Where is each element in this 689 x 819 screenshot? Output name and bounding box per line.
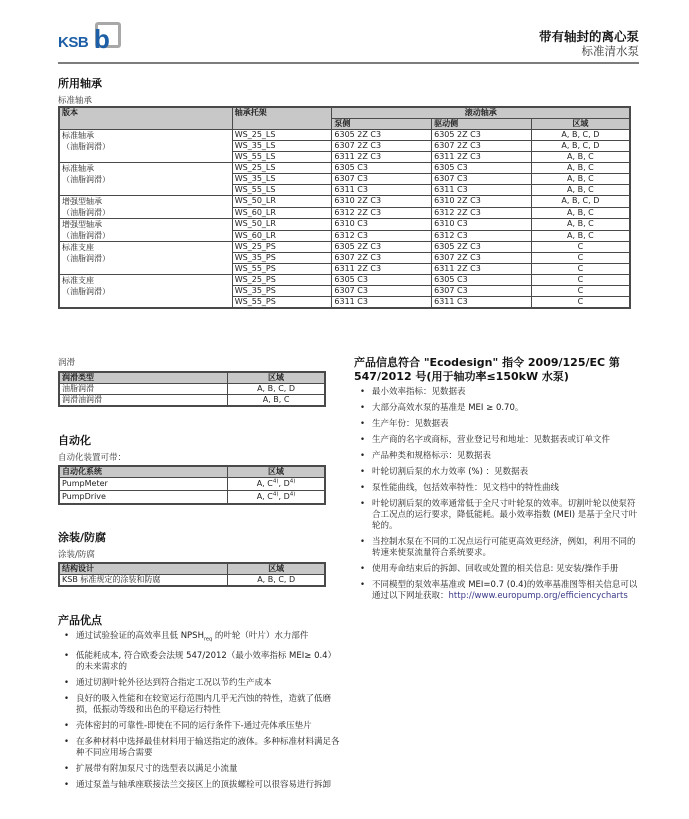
item-text: 通过泵盖与轴承座联接法兰交接区上的顶拔螺栓可以很容易进行拆卸 (76, 779, 332, 790)
zone-value: A, B, C (531, 185, 630, 196)
coating-table (58, 562, 326, 587)
drive-side-bearing: 6305 2Z C3 (432, 130, 532, 141)
bearing-bracket: WS_50_LR (232, 219, 332, 231)
item-text: 生产商的名字或商标，营业登记号和地址：见数据表或订单文件 (372, 435, 611, 445)
table-row (59, 575, 325, 587)
bearing-version (59, 130, 232, 163)
zone-value: A, B, C (531, 207, 630, 219)
bullet-icon: • (360, 483, 366, 493)
zone-value: A, B, C, D (531, 141, 630, 152)
bearing-version (59, 242, 232, 275)
bullet-icon: • (360, 499, 366, 509)
drive-side-bearing: 6312 2Z C3 (432, 207, 532, 219)
drive-side-bearing: 6307 2Z C3 (432, 253, 532, 264)
zone-value: C (531, 264, 630, 275)
bearing-bracket: WS_35_PS (232, 286, 332, 297)
item-text: 低能耗成本, 符合欧委会法规 547/2012（最小效率指标 MEI≥ 0.4）的未来需求的 (76, 650, 337, 672)
zone-value: A, B, C (531, 163, 630, 174)
europump-link[interactable]: http://www.europump.org/efficiencycharts (448, 591, 628, 601)
drive-side-bearing: 6307 C3 (432, 174, 532, 185)
bullet-icon: • (360, 580, 366, 590)
lubrication-type: 润滑油润滑 (59, 395, 228, 407)
item-text: 当控制水泵在不同的工况点运行可能更高效更经济，例如，利用不同的转速来使泵流量符合系统要求。 (372, 537, 636, 558)
pump-side-bearing: 6305 C3 (332, 163, 432, 174)
automation-system: PumpMeter (59, 478, 228, 491)
item-text: 产品种类和规格标示：见数据表 (372, 451, 492, 461)
table-row (59, 196, 630, 208)
list-item (358, 451, 640, 462)
zone-value: A, B, C, D (228, 575, 325, 587)
bearing-bracket: WS_25_LS (232, 130, 332, 141)
footnote-ref: 4) (289, 491, 296, 498)
list-item (358, 403, 640, 414)
pump-side-bearing: 6305 2Z C3 (332, 242, 432, 253)
list-item (62, 694, 342, 716)
list-item (358, 483, 640, 494)
zone-value: A, B, C (531, 230, 630, 242)
item-text: 叶轮切割后泵的水力效率 (%) ：见数据表 (372, 467, 529, 477)
drive-side-bearing: 6307 2Z C3 (432, 141, 532, 152)
bullet-icon: • (360, 403, 366, 413)
col-automation-system: 自动化系统 (59, 466, 228, 478)
version-name: 增强型轴承 (62, 197, 102, 206)
bullet-icon: • (64, 650, 70, 661)
bearing-bracket: WS_55_LS (232, 185, 332, 196)
logo-mark: b (94, 24, 110, 54)
version-name: 增强型轴承 (62, 220, 102, 229)
col-zone: 区域 (228, 563, 325, 575)
design-value: KSB 标准规定的涂装和防腐 (59, 575, 228, 587)
pump-side-bearing: 6307 C3 (332, 174, 432, 185)
table-row (59, 242, 630, 253)
bearing-bracket: WS_55_PS (232, 264, 332, 275)
list-item (62, 764, 342, 775)
bearing-bracket: WS_55_PS (232, 297, 332, 309)
bearing-version (59, 163, 232, 196)
table-row (59, 491, 325, 505)
bullet-icon: • (360, 419, 366, 429)
item-text: 壳体密封的可靠性-即使在不同的运行条件下-通过壳体承压垫片 (76, 720, 312, 731)
item-text: 最小效率指标：见数据表 (372, 387, 466, 397)
lubrication-type: 油脂润滑 (59, 384, 228, 395)
lubrication-note: （油脂润滑） (62, 231, 110, 240)
bullet-icon: • (64, 779, 70, 790)
drive-side-bearing: 6305 C3 (432, 275, 532, 286)
lubrication-note: （油脂润滑） (62, 142, 110, 151)
lubrication-table (58, 371, 326, 407)
subscript: req (203, 636, 213, 643)
pump-side-bearing: 6312 C3 (332, 230, 432, 242)
lubrication-note: （油脂润滑） (62, 254, 110, 263)
zone-value: A, B, C, D (228, 384, 325, 395)
bearing-bracket: WS_25_PS (232, 275, 332, 286)
list-item (62, 737, 342, 759)
pump-side-bearing: 6312 2Z C3 (332, 207, 432, 219)
zone-text: A, C (256, 492, 273, 501)
col-pump-side: 泵侧 (332, 119, 432, 130)
pump-side-bearing: 6310 C3 (332, 219, 432, 231)
drive-side-bearing: 6310 2Z C3 (432, 196, 532, 208)
version-name: 标准轴承 (62, 164, 94, 173)
pump-side-bearing: 6311 2Z C3 (332, 264, 432, 275)
item-text: 在多种材料中选择最佳材料用于输送指定的液体。多种标准材料满足各种不同应用场合需要 (76, 736, 340, 758)
bearings-table (58, 106, 631, 309)
zone-value (228, 491, 325, 505)
automation-table (58, 465, 326, 505)
bearing-version (59, 196, 232, 219)
item-text: 通过试验验证的高效率且低 NPSH (76, 631, 204, 641)
table-row (59, 130, 630, 141)
list-item (358, 537, 640, 559)
document-subtitle: 标准清水泵 (581, 44, 639, 58)
zone-value: A, B, C, D (531, 196, 630, 208)
table-row (59, 219, 630, 231)
item-text: 不同模型的泵效率基准或 MEI=0.7 (0.4)的效率基准图等相关信息可以通过以下网址获取： (372, 580, 638, 601)
bullet-icon: • (360, 564, 366, 574)
col-zone: 区域 (228, 372, 325, 384)
pump-side-bearing: 6305 C3 (332, 275, 432, 286)
bearing-bracket: WS_60_LR (232, 207, 332, 219)
table-row (59, 384, 325, 395)
list-item (358, 419, 640, 430)
zone-value: C (531, 242, 630, 253)
zone-value: A, B, C, D (531, 130, 630, 141)
drive-side-bearing: 6311 2Z C3 (432, 152, 532, 163)
pump-side-bearing: 6307 2Z C3 (332, 141, 432, 152)
col-drive-side: 驱动侧 (432, 119, 532, 130)
drive-side-bearing: 6311 C3 (432, 185, 532, 196)
document-title: 带有轴封的离心泵 (538, 29, 639, 44)
table-row (59, 163, 630, 174)
col-design: 结构设计 (59, 563, 228, 575)
bullet-icon: • (64, 677, 70, 688)
bearing-bracket: WS_25_PS (232, 242, 332, 253)
coating-caption: 涂装/防腐 (58, 550, 95, 560)
col-version: 版本 (59, 107, 232, 130)
item-text: 通过切割叶轮外径达到符合指定工况以节约生产成本 (76, 677, 272, 688)
bullet-icon: • (64, 763, 70, 774)
list-item (62, 631, 342, 646)
zone-text: , D (278, 479, 290, 488)
zone-value: C (531, 275, 630, 286)
ecodesign-heading: 产品信息符合 "Ecodesign" 指令 2009/125/EC 第 547/2012 号(用于轴功率≤150kW 水泵) (354, 356, 620, 383)
list-item (358, 387, 640, 398)
list-item (358, 467, 640, 478)
drive-side-bearing: 6310 C3 (432, 219, 532, 231)
pump-side-bearing: 6307 2Z C3 (332, 253, 432, 264)
automation-heading: 自动化 (58, 434, 91, 447)
bearing-bracket: WS_35_LS (232, 141, 332, 152)
pump-side-bearing: 6311 C3 (332, 185, 432, 196)
footnote-ref: 4) (289, 478, 296, 485)
list-item (62, 780, 342, 791)
automation-system: PumpDrive (59, 491, 228, 505)
item-text: 大部分高效水泵的基准是 MEI ≥ 0.70。 (372, 403, 524, 413)
drive-side-bearing: 6305 C3 (432, 163, 532, 174)
zone-text: A, C (256, 479, 273, 488)
list-item (358, 435, 640, 446)
item-text: 良好的吸入性能和在较宽运行范围内几乎无汽蚀的特性，造就了低磨损，低振动等级和出色的平稳运行特性 (76, 693, 332, 715)
bearing-bracket: WS_50_LR (232, 196, 332, 208)
version-name: 标准支座 (62, 276, 94, 285)
drive-side-bearing: 6311 C3 (432, 297, 532, 309)
header-divider (58, 62, 639, 64)
bearing-bracket: WS_55_LS (232, 152, 332, 163)
col-zone: 区域 (228, 466, 325, 478)
footnote-ref: 4) (272, 478, 279, 485)
zone-value: C (531, 297, 630, 309)
version-name: 标准轴承 (62, 131, 94, 140)
coating-heading: 涂装/防腐 (58, 531, 107, 544)
bearing-bracket: WS_60_LR (232, 230, 332, 242)
ecodesign-list (358, 387, 640, 607)
col-lubrication-type: 润滑类型 (59, 372, 228, 384)
list-item (358, 580, 640, 602)
zone-value: C (531, 253, 630, 264)
pump-side-bearing: 6307 C3 (332, 286, 432, 297)
bearing-bracket: WS_35_PS (232, 253, 332, 264)
bearings-caption: 标准轴承 (58, 96, 93, 106)
item-text: 扩展带有附加泵尺寸的选型表以满足小流量 (76, 763, 238, 774)
item-text: 泵性能曲线，包括效率特性：见文档中的特性曲线 (372, 483, 560, 493)
zone-value: A, B, C (531, 174, 630, 185)
bearing-bracket: WS_35_LS (232, 174, 332, 185)
zone-text: , D (278, 492, 290, 501)
drive-side-bearing: 6307 C3 (432, 286, 532, 297)
advantages-list (62, 631, 342, 796)
bullet-icon: • (360, 435, 366, 445)
table-row (59, 275, 630, 286)
drive-side-bearing: 6311 2Z C3 (432, 264, 532, 275)
item-text: 叶轮切割后泵的效率通常低于全尺寸叶轮泵的效率。切割叶轮以使泵符合工况点的运行要求，降低能耗。最小效率指数 (MEI) 是基于全尺寸叶轮的。 (372, 499, 638, 531)
footnote-ref: 4) (272, 491, 279, 498)
bullet-icon: • (360, 467, 366, 477)
bullet-icon: • (64, 631, 70, 641)
bullet-icon: • (360, 537, 366, 547)
automation-caption: 自动化装置可带： (58, 453, 127, 463)
lubrication-caption: 润滑 (58, 358, 76, 368)
logo-text: KSB (58, 34, 89, 51)
zone-value (228, 478, 325, 491)
advantages-heading: 产品优点 (58, 614, 102, 627)
bullet-icon: • (64, 693, 70, 704)
version-name: 标准支座 (62, 243, 94, 252)
zone-value: A, B, C (531, 152, 630, 163)
bearing-version (59, 219, 232, 242)
list-item (62, 651, 342, 673)
bearing-bracket: WS_25_LS (232, 163, 332, 174)
bullet-icon: • (360, 451, 366, 461)
bullet-icon: • (64, 736, 70, 747)
table-row (59, 478, 325, 491)
list-item (358, 499, 640, 532)
drive-side-bearing: 6312 C3 (432, 230, 532, 242)
pump-side-bearing: 6305 2Z C3 (332, 130, 432, 141)
pump-side-bearing: 6310 2Z C3 (332, 196, 432, 208)
pump-side-bearing: 6311 2Z C3 (332, 152, 432, 163)
col-bracket: 轴承托架 (232, 107, 332, 130)
bullet-icon: • (360, 387, 366, 397)
bearing-version (59, 275, 232, 309)
bearings-heading: 所用轴承 (58, 77, 102, 90)
item-text: 生产年份：见数据表 (372, 419, 449, 429)
lubrication-note: （油脂润滑） (62, 208, 110, 217)
bullet-icon: • (64, 720, 70, 731)
lubrication-note: （油脂润滑） (62, 175, 110, 184)
item-text: 的叶轮（叶片）水力部件 (212, 631, 309, 641)
col-rolling-bearing: 滚动轴承 (332, 107, 630, 119)
pump-side-bearing: 6311 C3 (332, 297, 432, 309)
lubrication-note: （油脂润滑） (62, 287, 110, 296)
zone-value: C (531, 286, 630, 297)
table-row (59, 395, 325, 407)
item-text: 使用寿命结束后的拆卸、回收或处置的相关信息: 见安装/操作手册 (372, 564, 619, 574)
col-zone: 区域 (531, 119, 630, 130)
list-item (358, 564, 640, 575)
drive-side-bearing: 6305 2Z C3 (432, 242, 532, 253)
ksb-logo (58, 20, 128, 54)
list-item (62, 721, 342, 732)
list-item (62, 678, 342, 689)
zone-value: A, B, C (228, 395, 325, 407)
zone-value: A, B, C (531, 219, 630, 231)
